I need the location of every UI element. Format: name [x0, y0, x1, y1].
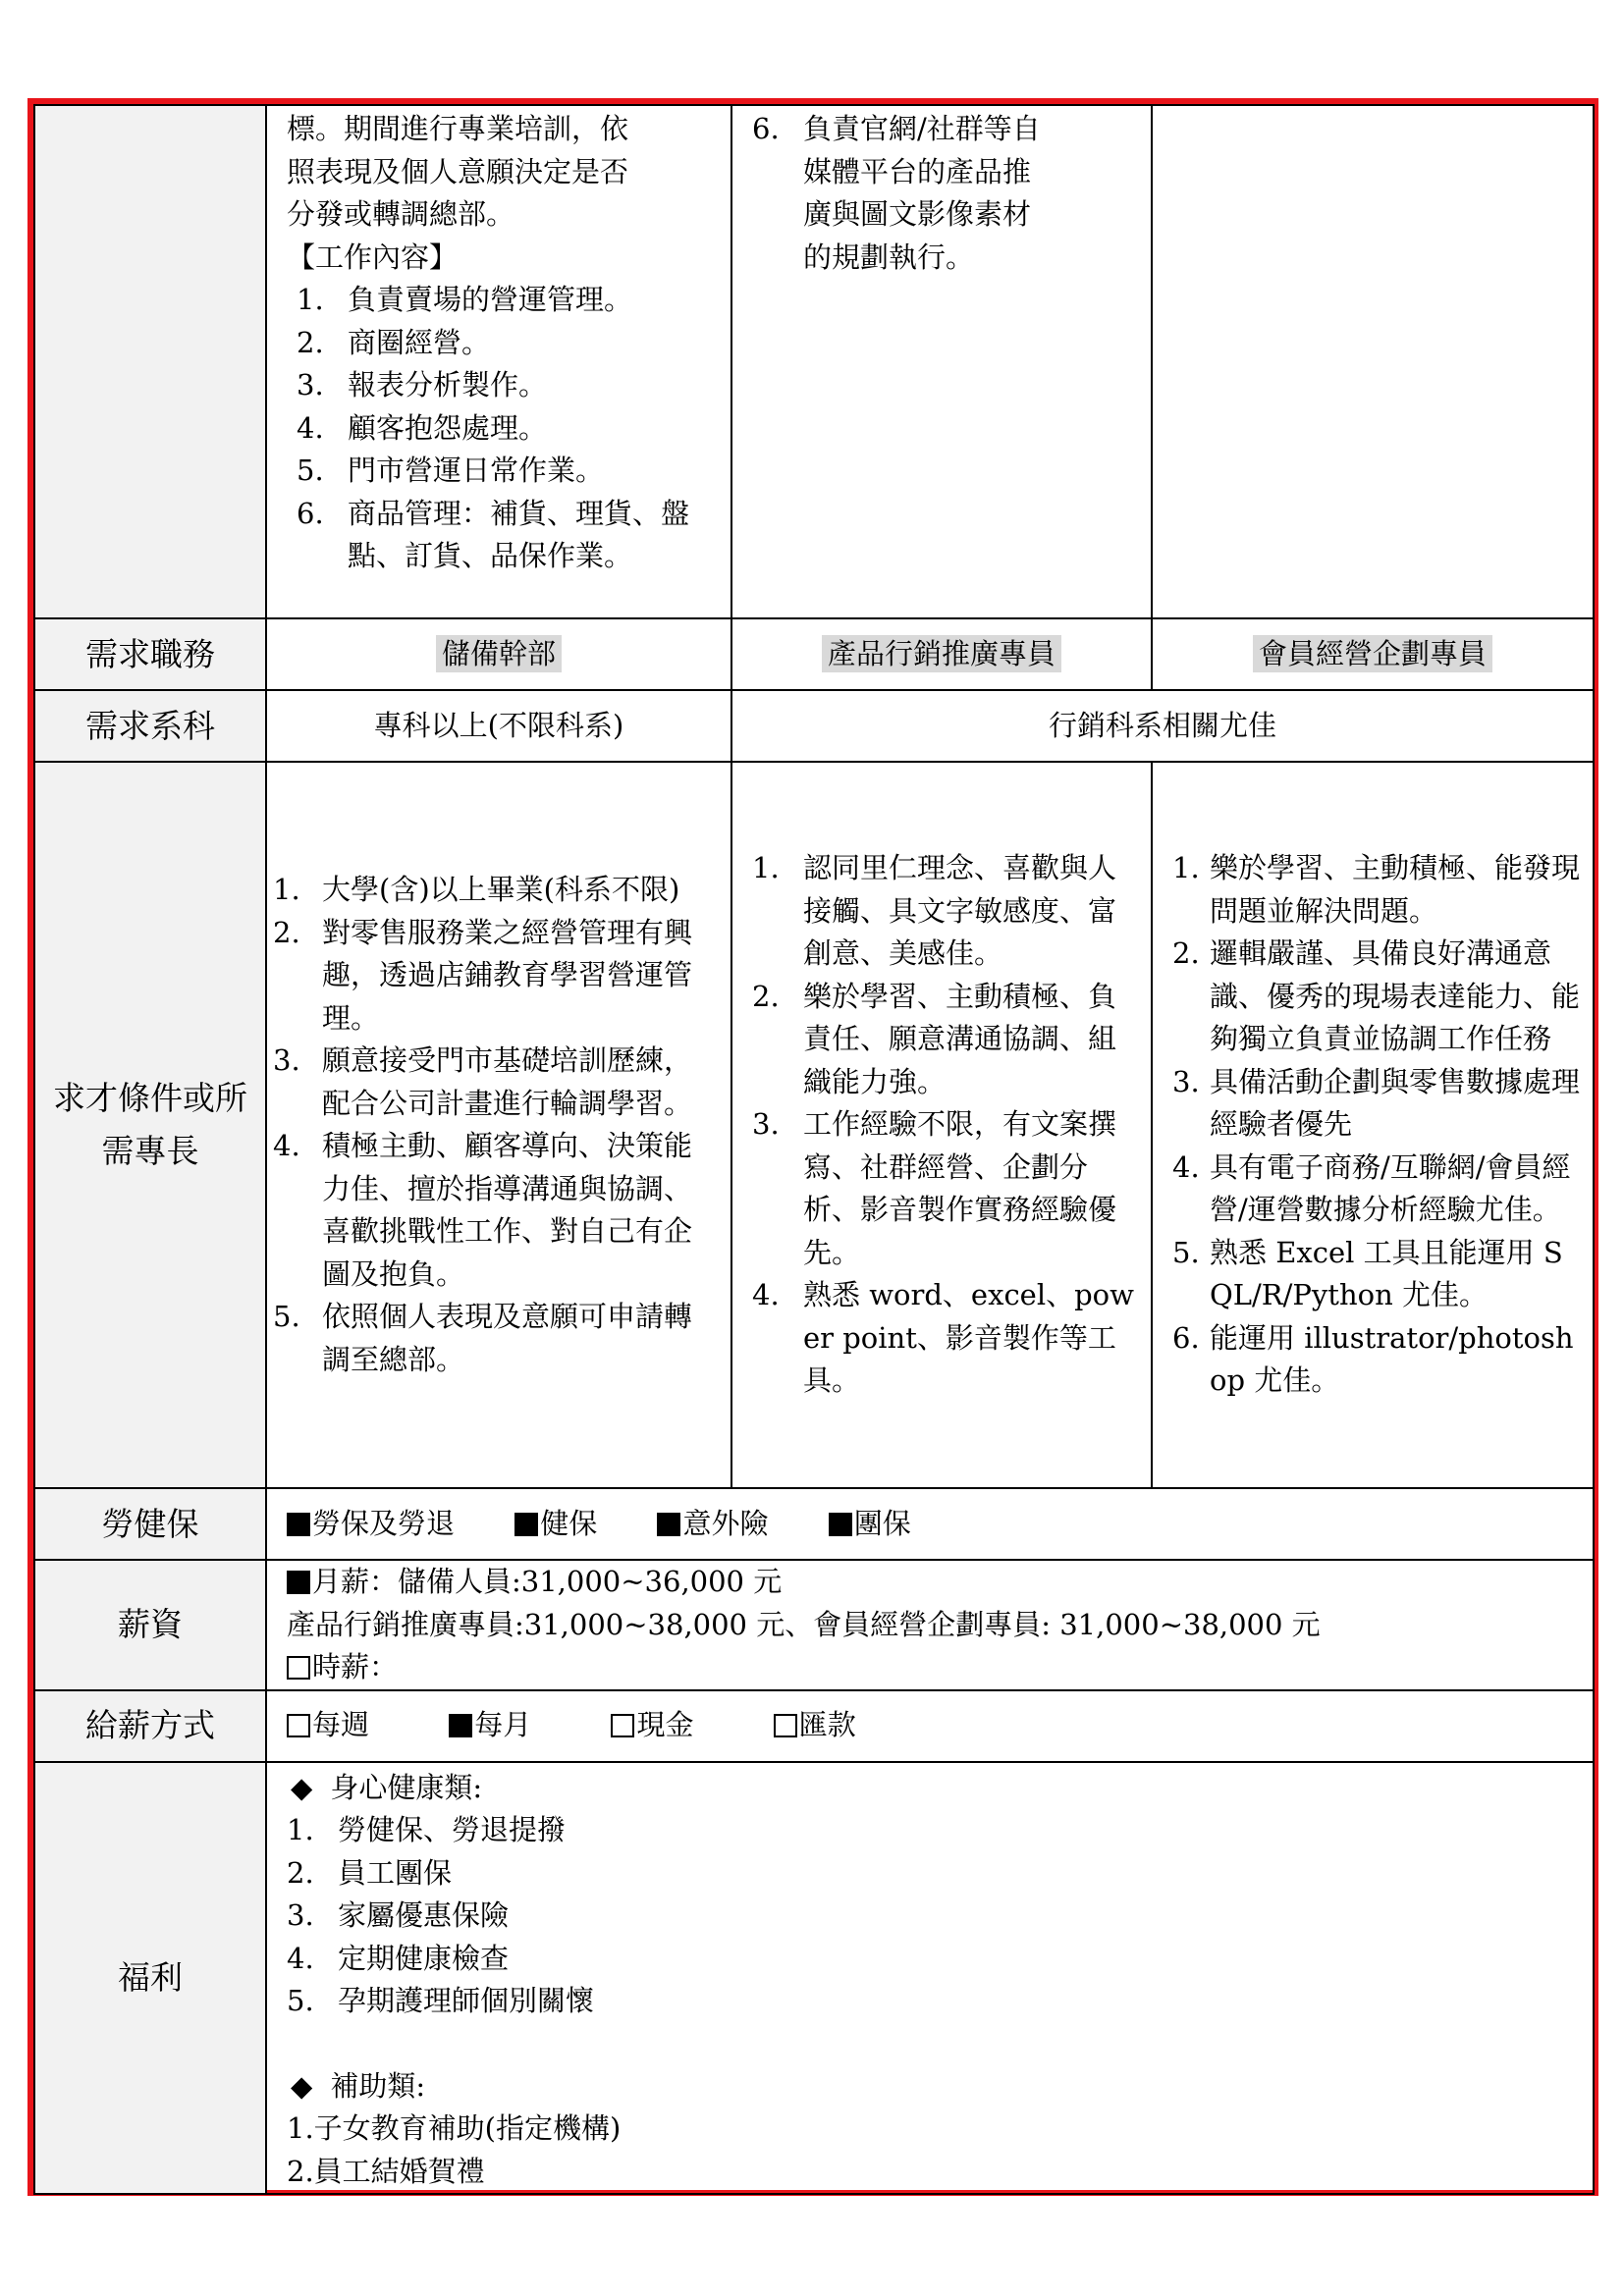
list-item — [297, 364, 719, 407]
list-item — [287, 1895, 1593, 1938]
item-number: 4. — [273, 1129, 300, 1162]
checkbox-unchecked[interactable] — [611, 1714, 634, 1737]
position-cell — [266, 618, 731, 690]
item-text: 依照個人表現及意願可申請轉調至總部。 — [322, 1300, 693, 1376]
departments-label: 需求系科 — [34, 690, 266, 762]
list-item — [287, 1852, 1593, 1896]
requirements-label-text: 求才條件或所需專長 — [53, 1079, 247, 1170]
position-name: 會員經營企劃專員 — [1253, 635, 1492, 672]
list-item — [273, 1040, 715, 1125]
item-text: 積極主動、顧客導向、決策能力佳、擅於指導溝通與協調、喜歡挑戰性工作、對自己有企圖及抱負。 — [322, 1129, 693, 1291]
item-text: 熟悉 word、excel、power point、影音製作等工具。 — [803, 1278, 1134, 1398]
item-text: 勞健保、勞退提撥 — [338, 1813, 567, 1846]
salary-hourly-line — [287, 1646, 1593, 1689]
list-item — [1172, 1232, 1585, 1317]
list-item — [273, 1296, 715, 1381]
list-item — [297, 322, 719, 365]
item-number: 2. — [287, 1855, 314, 1890]
item-number: 6. — [1172, 1320, 1200, 1355]
requirements-col3 — [1152, 762, 1594, 1488]
requirements-row — [34, 762, 1594, 1488]
position-cell — [731, 618, 1152, 690]
item-text: 認同里仁理念、喜歡與人接觸、具文字敏感度、富創意、美感佳。 — [803, 851, 1117, 971]
checkbox-unchecked[interactable] — [287, 1656, 310, 1680]
position-name: 產品行銷推廣專員 — [822, 635, 1061, 672]
list-item — [1172, 933, 1585, 1061]
positions-row — [34, 618, 1594, 690]
insurance-option — [657, 1503, 768, 1546]
salary-details — [266, 1560, 1594, 1690]
item-number: 4. — [752, 1278, 780, 1312]
pay-method-row — [34, 1690, 1594, 1762]
item-number: 5. — [273, 1300, 300, 1333]
position-name: 儲備幹部 — [436, 635, 562, 672]
item-text: 門市營運日常作業。 — [348, 454, 605, 487]
salary-monthly-line — [287, 1561, 1593, 1604]
departments-row — [34, 690, 1594, 762]
item-number: 3. — [273, 1043, 300, 1077]
checkbox-checked[interactable] — [287, 1513, 310, 1536]
item-text: 大學(含)以上畢業(科系不限) — [322, 873, 680, 906]
benefit-group-title — [287, 2065, 1593, 2109]
list-item — [273, 1125, 715, 1296]
pay-option — [774, 1704, 856, 1747]
salary-line2: 產品行銷推廣專員:31,000~38,000 元、會員經營企劃專員: 31,000~38,000 元 — [287, 1607, 1321, 1641]
option-label: 每月 — [474, 1708, 532, 1742]
item-number: 3. — [287, 1898, 314, 1932]
pay-method-label: 給薪方式 — [34, 1690, 266, 1762]
checkbox-unchecked[interactable] — [774, 1714, 797, 1737]
work-content-heading: 【工作內容】 — [287, 240, 459, 274]
list-item — [752, 976, 1137, 1104]
item-number: 2. — [297, 325, 324, 359]
item-number: 3. — [297, 368, 324, 401]
item-number: 2. — [1172, 936, 1200, 971]
checkbox-checked[interactable] — [829, 1513, 852, 1536]
work-content-list — [287, 279, 719, 578]
list-item: 1.子女教育補助(指定機構) — [287, 2111, 622, 2145]
benefit-group-title-text: 補助類: — [330, 2068, 426, 2103]
list-item — [287, 1809, 1593, 1852]
list-item — [297, 493, 719, 578]
checkbox-checked[interactable] — [287, 1571, 310, 1594]
item-number: 3. — [752, 1107, 780, 1142]
item-text: 工作經驗不限，有文案撰寫、社群經營、企劃分析、影音製作實務經驗優先。 — [803, 1107, 1117, 1269]
item-text: 對零售服務業之經營管理有興趣，透過店鋪教育學習營運管理。 — [322, 915, 693, 1035]
item-text: 願意接受門市基礎培訓歷練，配合公司計畫進行輪調學習。 — [322, 1043, 693, 1120]
item-text: 員工團保 — [338, 1855, 453, 1890]
continuation-col2 — [731, 105, 1152, 618]
checkbox-checked[interactable] — [449, 1714, 472, 1737]
item-number: 3. — [1172, 1064, 1200, 1098]
insurance-option — [287, 1503, 455, 1546]
list-item — [297, 407, 719, 451]
item-text: 具備活動企劃與零售數據處理經驗者優先 — [1210, 1064, 1581, 1142]
salary-row — [34, 1560, 1594, 1690]
continuation-col3 — [1152, 105, 1594, 618]
diamond-bullet-icon: ◆ — [291, 1770, 313, 1804]
department-col1: 專科以上(不限科系) — [266, 690, 731, 762]
item-number: 1. — [287, 1813, 314, 1846]
item-text: 熟悉 Excel 工具且能運用 SQL/R/Python 尤佳。 — [1210, 1235, 1563, 1312]
diamond-bullet-icon: ◆ — [291, 2068, 313, 2103]
option-label: 現金 — [636, 1708, 694, 1742]
option-label: 匯款 — [798, 1708, 856, 1742]
option-label: 勞保及勞退 — [312, 1506, 456, 1540]
requirements-col2 — [731, 762, 1152, 1488]
option-label: 每週 — [312, 1708, 370, 1742]
continuation-label-cell — [34, 105, 266, 618]
list-item: 2.員工結婚賀禮 — [287, 2154, 485, 2188]
item-text: 樂於學習、主動積極、負責任、願意溝通協調、組織能力強。 — [803, 979, 1117, 1098]
item-number: 1. — [752, 851, 780, 885]
list-item — [273, 912, 715, 1041]
item-number: 2. — [752, 979, 780, 1013]
continuation-line: 分發或轉調總部。 — [287, 197, 515, 231]
checkbox-checked[interactable] — [657, 1513, 680, 1536]
insurance-option — [829, 1503, 911, 1546]
pay-option — [449, 1704, 531, 1747]
continuation-row — [34, 105, 1594, 618]
continuation-line: 照表現及個人意願決定是否 — [287, 154, 629, 188]
item-number: 5. — [297, 454, 324, 487]
item-number: 4. — [287, 1941, 314, 1975]
item-text: 具有電子商務/互聯網/會員經營/運營數據分析經驗尤佳。 — [1210, 1149, 1571, 1227]
item-number: 1. — [1172, 851, 1200, 885]
continuation-col1 — [266, 105, 731, 618]
item-text: 商品管理：補貨、理貨、盤點、訂貨、品保作業。 — [348, 496, 690, 572]
list-item — [752, 108, 1053, 279]
item-text: 家屬優惠保險 — [338, 1898, 510, 1932]
list-item — [752, 847, 1137, 976]
list-item — [1172, 1147, 1585, 1232]
item-number: 1. — [273, 873, 300, 906]
option-label: 意外險 — [682, 1506, 769, 1540]
list-item — [297, 279, 719, 322]
benefit-group-title-text: 身心健康類: — [330, 1770, 483, 1804]
insurance-row — [34, 1488, 1594, 1560]
benefit-group-title — [287, 1767, 1593, 1810]
list-item — [752, 1103, 1137, 1274]
insurance-options — [266, 1488, 1594, 1560]
option-label: 團保 — [853, 1506, 911, 1540]
continuation-line: 標。期間進行專業培訓，依 — [287, 112, 629, 145]
pay-method-options — [266, 1690, 1594, 1762]
item-text: 樂於學習、主動積極、能發現問題並解決問題。 — [1210, 851, 1581, 928]
item-text: 能運用 illustrator/photoshop 尤佳。 — [1210, 1320, 1574, 1398]
salary-hourly: 時薪： — [312, 1650, 399, 1683]
position-cell — [1152, 618, 1594, 690]
pay-option — [287, 1704, 369, 1747]
positions-label: 需求職務 — [34, 618, 266, 690]
item-number: 4. — [1172, 1149, 1200, 1184]
requirements-label — [34, 762, 266, 1488]
list-item — [1172, 1317, 1585, 1403]
item-text: 負責賣場的營運管理。 — [348, 283, 633, 316]
spacer — [287, 2023, 1593, 2065]
department-col23: 行銷科系相關尤佳 — [731, 690, 1594, 762]
checkbox-checked[interactable] — [514, 1513, 538, 1536]
list-item — [273, 869, 715, 912]
list-item — [297, 450, 719, 493]
item-number: 2. — [273, 915, 300, 949]
salary-label: 薪資 — [34, 1560, 266, 1690]
list-item — [287, 1980, 1593, 2023]
item-number: 1. — [297, 283, 324, 316]
item-text: 商圈經營。 — [348, 325, 491, 359]
requirements-col1 — [266, 762, 731, 1488]
insurance-label: 勞健保 — [34, 1488, 266, 1560]
item-number: 6. — [752, 112, 780, 145]
item-text: 顧客抱怨處理。 — [348, 410, 548, 445]
list-item — [287, 1938, 1593, 1981]
item-text: 邏輯嚴謹、具備良好溝通意識、優秀的現場表達能力、能夠獨立負責並協調工作任務 — [1210, 936, 1581, 1056]
pay-option — [611, 1704, 693, 1747]
item-number: 6. — [297, 496, 324, 530]
item-text: 負責官網/社群等自媒體平台的產品推廣與圖文影像素材的規劃執行。 — [803, 112, 1041, 274]
benefits-label: 福利 — [34, 1762, 266, 2195]
insurance-option — [514, 1503, 597, 1546]
checkbox-unchecked[interactable] — [287, 1714, 310, 1737]
benefits-row — [34, 1762, 1594, 2195]
item-number: 5. — [287, 1984, 314, 2017]
item-text: 孕期護理師個別關懷 — [338, 1984, 595, 2017]
benefits-details — [266, 1762, 1594, 2195]
list-item — [1172, 847, 1585, 933]
job-table — [33, 104, 1595, 2195]
list-item — [752, 1274, 1137, 1403]
salary-monthly: 月薪：儲備人員:31,000~36,000 元 — [312, 1565, 783, 1598]
item-text: 定期健康檢查 — [338, 1941, 510, 1975]
item-number: 4. — [297, 410, 324, 445]
option-label: 健保 — [540, 1506, 598, 1540]
item-number: 5. — [1172, 1235, 1200, 1269]
item-text: 報表分析製作。 — [348, 368, 548, 401]
list-item — [1172, 1061, 1585, 1147]
